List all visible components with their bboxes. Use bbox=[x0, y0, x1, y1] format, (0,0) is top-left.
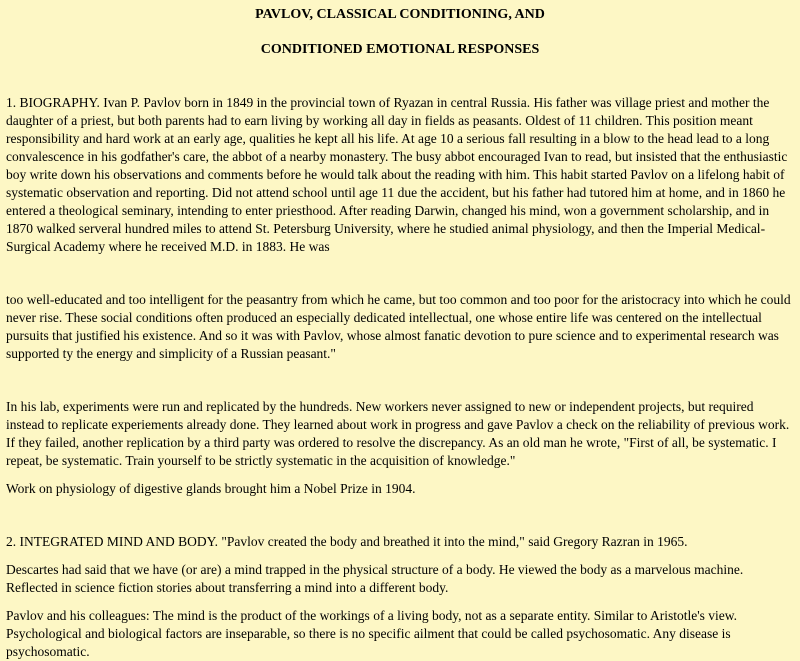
paragraph-biography: 1. BIOGRAPHY. Ivan P. Pavlov born in 1849 in the provincial town of Ryazan in central Russia. His father was village priest and mother the daughter of a priest, but both parents had to earn living by working all day in fields as peasants. Oldest of 11 children. This position meant responsibility and hard work at an early age, qualities he kept all his life. At age 10 a serious fall resulting in a blow to the head lead to a long convalescence in his godfather's care, the abbot of a nearby monastery. The busy abbot encouraged Ivan to read, but insisted that the enthusiastic boy write down his observations and comments before he would talk about the reading with him. This habit started Pavlov on a lifelong habit of systematic observation and reporting. Did not attend school until age 11 due the accident, but his father had tutored him at home, and in 1860 he entered a theological seminary, intending to enter priesthood. After reading Darwin, changed his mind, won a government scholarship, and in 1870 walked serveral hundred miles to attend St. Petersburg University, where he studied animal physiology, and then the Imperial Medical-Surgical Academy where he received M.D. in 1883. He was bbox=[6, 95, 788, 254]
paragraph-nobel-prize: Work on physiology of digestive glands brought him a Nobel Prize in 1904. bbox=[6, 481, 416, 496]
page-title-line-1: PAVLOV, CLASSICAL CONDITIONING, AND bbox=[255, 7, 545, 22]
paragraph-peasantry-quote: too well-educated and too intelligent for the peasantry from which he came, but too common and too poor for the aristocracy into which he could never rise. These social conditions often produced an especially dedicated intellectual, one whose entire life was centered on the intellectual pursuits that justified his existence. And so it was with Pavlov, whose almost fanatic devotion to pure science and to experimental research was supported ty the energy and simplicity of a Russian peasant." bbox=[6, 292, 791, 361]
paragraph-lab-experiments: In his lab, experiments were run and replicated by the hundreds. New workers never assigned to new or independent projects, but required instead to replicate experiements already done. They learned about work in progress and gave Pavlov a check on the reliability of previous work. If they failed, another replication by a third party was ordered to resolve the discrepancy. As an old man he wrote, "First of all, be systematic. I repeat, be systematic. Train yourself to be strictly systematic in the acquisition of knowledge." bbox=[6, 399, 790, 468]
page-title-line-2: CONDITIONED EMOTIONAL RESPONSES bbox=[260, 42, 540, 57]
paragraph-pavlov-colleagues: Pavlov and his colleagues: The mind is the product of the workings of a living body, not as a separate entity. Similar to Aristotle's view. Psychological and biological factors are inseparable, so there is no specific ailment that could be called psychosomatic. Any disease is psychosomatic. bbox=[6, 608, 738, 659]
paragraph-integrated-mind-body: 2. INTEGRATED MIND AND BODY. "Pavlov created the body and breathed it into the mind," said Gregory Razran in 1965. bbox=[6, 534, 688, 549]
paragraph-descartes: Descartes had said that we have (or are) a mind trapped in the physical structure of a body. He viewed the body as a marvelous machine. Reflected in science fiction stories about transferring a mind into a different body. bbox=[6, 562, 744, 595]
